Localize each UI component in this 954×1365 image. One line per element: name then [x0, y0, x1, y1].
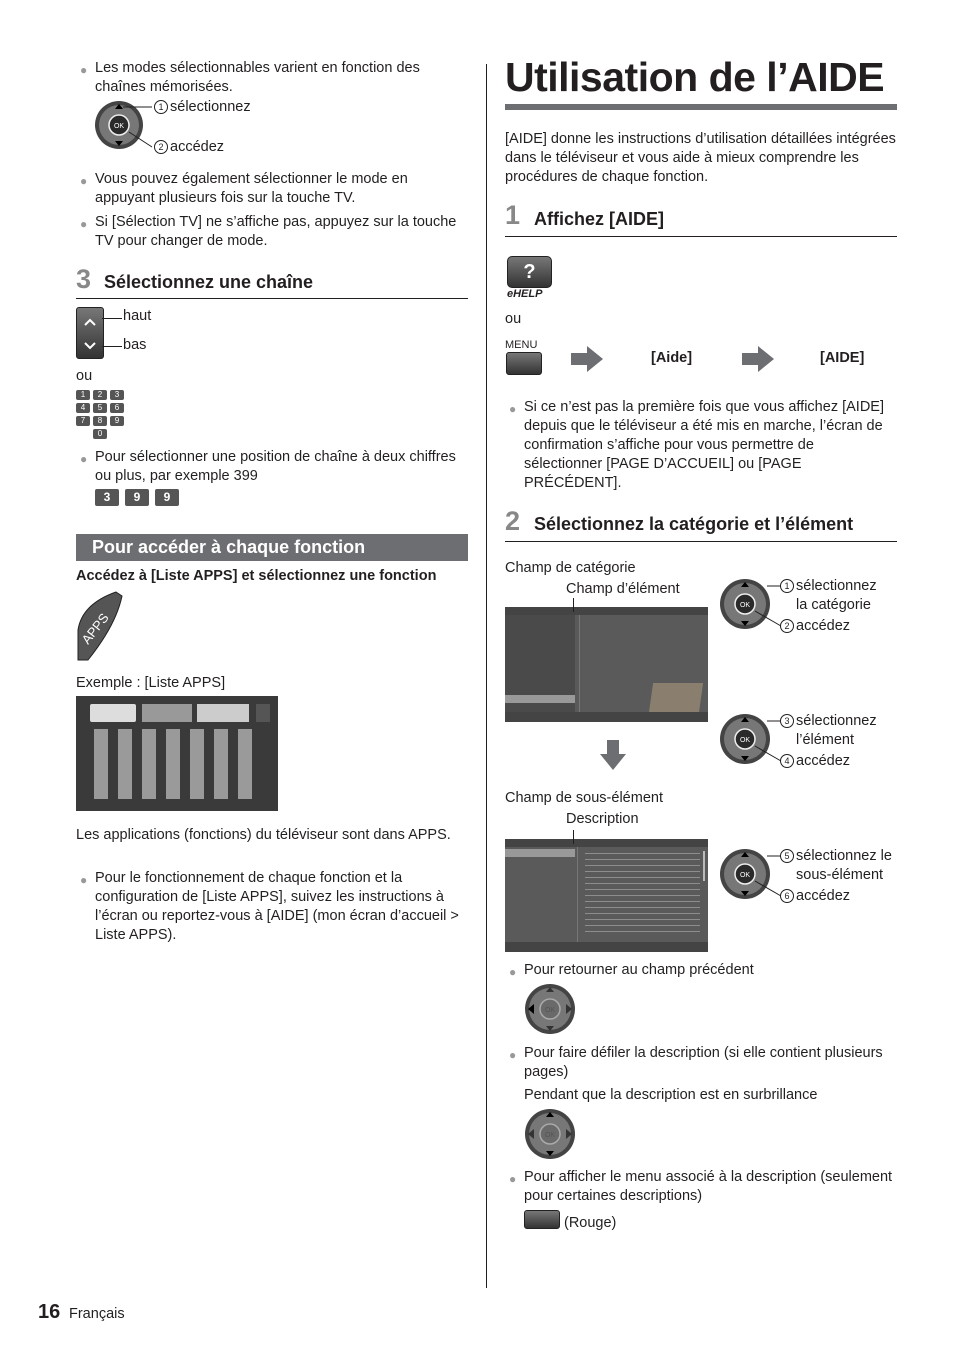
- highlighted-row: [505, 695, 575, 703]
- bullet-dot: ●: [509, 1172, 517, 1186]
- step1-number: 1: [505, 200, 521, 230]
- arrow-right-icon: [742, 346, 774, 372]
- field-divider: [579, 615, 580, 712]
- step3-number: 3: [76, 264, 92, 294]
- svg-text:OK: OK: [544, 1007, 556, 1014]
- example-key-9b: 9: [155, 489, 179, 506]
- key-5: 5: [93, 403, 107, 413]
- cursor-pad-icon: [719, 578, 783, 630]
- apps-text: Les applications (fonctions) du téléviseur sont dans APPS.: [76, 827, 451, 843]
- scroll-note: Pour faire défiler la description (si elle contient plusieurs pages): [524, 1045, 883, 1080]
- label-description: Description: [566, 811, 639, 827]
- bullet-dot: ●: [509, 402, 517, 416]
- intro-text: [AIDE] donne les instructions d’utilisation détaillées intégrées dans le téléviseur et vous aide à mieux comprendre les procédures de chaque fonction.: [505, 131, 896, 185]
- red-key: [524, 1210, 560, 1229]
- screen-bottombar: [505, 942, 708, 952]
- arrow-right-icon: [571, 346, 603, 372]
- position-note: Pour sélectionner une position de chaîne à deux chiffres ou plus, par exemple 399: [95, 449, 456, 484]
- apps-grid: [94, 729, 258, 799]
- svg-text:OK: OK: [113, 123, 125, 130]
- selection-note: Si [Sélection TV] ne s’affiche pas, appuyez sur la touche TV pour changer de mode.: [95, 214, 457, 249]
- bullet-dot: ●: [80, 63, 88, 77]
- key-3: 3: [110, 390, 124, 400]
- svg-text:OK: OK: [544, 1132, 556, 1139]
- description-scrollbar: [703, 851, 705, 881]
- aide-label-1: [Aide]: [651, 350, 693, 366]
- key-8: 8: [93, 416, 107, 426]
- label-champ-categorie: Champ de catégorie: [505, 560, 636, 576]
- red-key-label: (Rouge): [564, 1215, 617, 1231]
- step2-number: 2: [505, 506, 521, 536]
- key-4: 4: [76, 403, 90, 413]
- pad1-label-select: 1 sélectionnez: [154, 99, 251, 115]
- key-7: 7: [76, 416, 90, 426]
- aide-label-2: [AIDE]: [820, 350, 865, 366]
- step3-title: Sélectionnez une chaîne: [104, 272, 314, 292]
- leader-line: [102, 346, 122, 347]
- svg-text:OK: OK: [739, 872, 751, 879]
- label-ou: ou: [76, 368, 93, 384]
- example-key-9: 9: [125, 489, 149, 506]
- column-divider: [486, 64, 487, 1288]
- modes-note: Les modes sélectionnables varient en fonction des chaînes mémorisées.: [95, 60, 420, 95]
- screen-bottombar: [505, 712, 708, 722]
- bullet-dot: ●: [509, 1048, 517, 1062]
- apps-key-icon: [76, 590, 126, 662]
- label-champ-sous-element: Champ de sous-élément: [505, 790, 663, 806]
- apps-tile: [90, 704, 136, 722]
- field-divider: [577, 847, 578, 942]
- apps-tile: [197, 704, 249, 722]
- svg-text:OK: OK: [739, 602, 751, 609]
- step2-title: Sélectionnez la catégorie et l’élément: [534, 514, 854, 534]
- bullet-dot: ●: [80, 174, 88, 188]
- page-title: Utilisation de l’AIDE: [505, 54, 885, 100]
- pad1-label-access: 2 accédez: [154, 139, 224, 155]
- step3-rule: [76, 298, 468, 299]
- screen-topbar: [505, 607, 708, 615]
- cursor-pad-icon: [524, 1108, 576, 1160]
- title-rule: [505, 104, 897, 110]
- chevron-updown-icon: [77, 308, 103, 358]
- menu-label: MENU: [505, 339, 538, 351]
- tv-note: Vous pouvez également sélectionner le mode en appuyant plusieurs fois sur la touche TV.: [95, 171, 408, 206]
- pad-c-access: 6 accédez: [780, 888, 850, 904]
- key-9: 9: [110, 416, 124, 426]
- bullet-dot: ●: [80, 873, 88, 887]
- example-label: Exemple : [Liste APPS]: [76, 675, 226, 691]
- step1-rule: [505, 236, 897, 237]
- bullet-dot: ●: [80, 452, 88, 466]
- cursor-pad-icon: [524, 983, 576, 1035]
- pad-b-access: 4 accédez: [780, 753, 850, 769]
- leader-line: [573, 830, 574, 844]
- apps-tile: [142, 704, 192, 722]
- key-1: 1: [76, 390, 90, 400]
- step1-title: Affichez [AIDE]: [534, 209, 664, 229]
- pad-c-select: 5 sélectionnez le sous-élément: [780, 847, 892, 885]
- return-note: Pour retourner au champ précédent: [524, 962, 754, 978]
- bullet-dot: ●: [509, 965, 517, 979]
- cursor-pad-icon: [719, 848, 783, 900]
- step2-rule: [505, 541, 897, 542]
- first-time-note: Si ce n’est pas la première fois que vous affichez [AIDE] depuis que le téléviseur a été mis en marche, l’écran de confirmation s’affiche pour vous permettre de sélectionner [PAGE D’ACCUEIL] ou [PAGE PRÉCÉDENT].: [524, 399, 884, 491]
- key-0: 0: [93, 429, 107, 439]
- pad-a-access: 2 accédez: [780, 618, 850, 634]
- help-screen-subitem: [505, 839, 708, 952]
- key-6: 6: [110, 403, 124, 413]
- scroll-subnote: Pendant que la description est en surbrillance: [524, 1087, 818, 1103]
- menu-note: Pour afficher le menu associé à la description (seulement pour certaines descriptions): [524, 1169, 893, 1204]
- highlighted-row: [505, 849, 575, 857]
- apps-tile: [256, 704, 270, 722]
- apps-key-label: APPS: [78, 610, 112, 647]
- pad-a-select: 1 sélectionnez la catégorie: [780, 577, 877, 615]
- section-title: Pour accéder à chaque fonction: [92, 537, 366, 557]
- page-number: 16: [38, 1301, 61, 1323]
- key-2: 2: [93, 390, 107, 400]
- leader-line: [573, 598, 574, 612]
- channel-updown-key: [76, 307, 104, 359]
- apps-note: Pour le fonctionnement de chaque fonction et la configuration de [Liste APPS], suivez les instructions à l’écran ou reportez-vous à [AIDE] (mon écran d’accueil > Liste APPS).: [95, 870, 459, 943]
- access-subtitle: Accédez à [Liste APPS] et sélectionnez une fonction: [76, 568, 437, 584]
- category-field: [505, 615, 575, 712]
- help-screen-category: [505, 607, 708, 722]
- bullet-dot: ●: [80, 217, 88, 231]
- screen-topbar: [505, 839, 708, 847]
- description-text-lines: [585, 853, 700, 937]
- label-ou-right: ou: [505, 311, 522, 327]
- footer-language: Français: [69, 1306, 125, 1322]
- label-haut: haut: [123, 308, 152, 324]
- ehelp-label: eHELP: [507, 288, 543, 300]
- cursor-pad-icon: [719, 713, 783, 765]
- cursor-pad-icon: [94, 100, 154, 150]
- label-champ-element: Champ d’élément: [566, 581, 680, 597]
- book-illustration: [649, 683, 703, 713]
- apps-list-screenshot: [76, 696, 278, 811]
- leader-line: [102, 318, 122, 319]
- arrow-down-icon: [600, 740, 626, 770]
- pad-b-select: 3 sélectionnez l’élément: [780, 712, 877, 750]
- label-bas: bas: [123, 337, 147, 353]
- menu-key: [506, 352, 542, 375]
- help-key: ?: [507, 256, 552, 288]
- svg-text:OK: OK: [739, 737, 751, 744]
- example-key-3: 3: [95, 489, 119, 506]
